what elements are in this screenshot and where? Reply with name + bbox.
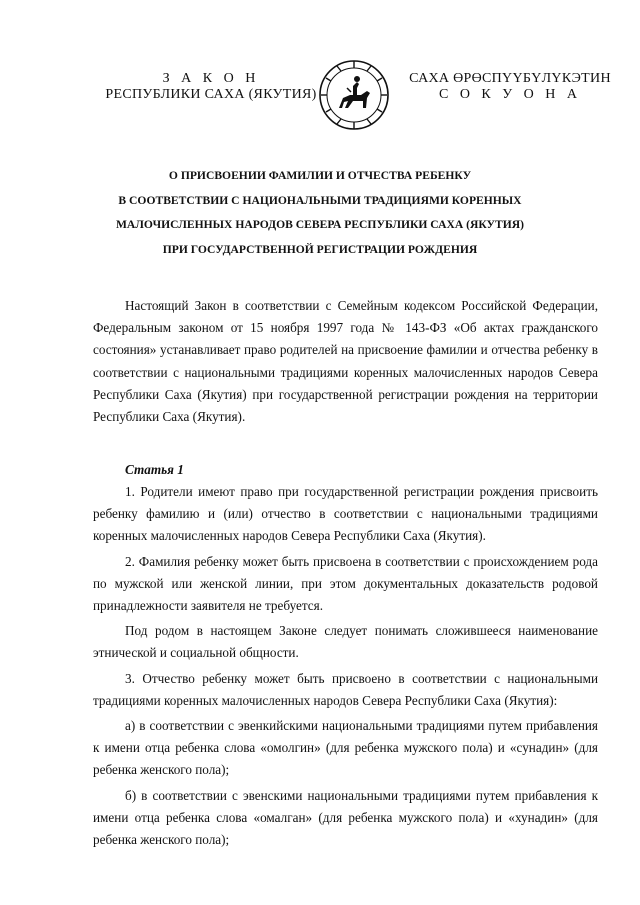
article-paragraph: б) в соответствии с эвенскими национальными традициями путем прибавления к имени отца ребенка слова «омалган» (для ребенка мужского пола) и «хунадин» (для ребенка женского пола); <box>93 787 598 848</box>
header-left <box>96 71 326 103</box>
coat-of-arms-emblem-icon <box>317 58 391 132</box>
title-line: ПРИ ГОСУДАРСТВЕННОЙ РЕГИСТРАЦИИ РОЖДЕНИЯ <box>162 242 478 256</box>
title-line: МАЛОЧИСЛЕННЫХ НАРОДОВ СЕВЕРА РЕСПУБЛИКИ САХА (ЯКУТИЯ) <box>115 218 525 231</box>
article-paragraph: 1. Родители имеют право при государственной регистрации рождения присвоить ребенку фамилию и (или) отчество в соответствии с национальными традициями коренных малочисленных народов Севера Республики Саха (Якутия). <box>93 484 598 544</box>
law-label-ru: З А К О Н <box>162 71 260 86</box>
preamble-section <box>93 295 598 428</box>
republic-name-ru: РЕСПУБЛИКИ САХА (ЯКУТИЯ) <box>105 87 317 102</box>
article-paragraph: 2. Фамилия ребенку может быть присвоена в соответствии с происхождением рода по мужской или женской линии, при этом документальных доказательств родовой принадлежности заявителя не требуется. <box>93 553 598 614</box>
header-right <box>400 71 620 103</box>
article-heading: Статья 1 <box>125 462 184 477</box>
article-1-section <box>93 459 598 854</box>
title-line: В СООТВЕТСТВИИ С НАЦИОНАЛЬНЫМИ ТРАДИЦИЯМИ КОРЕННЫХ <box>118 193 522 207</box>
preamble-paragraph: Настоящий Закон в соответствии с Семейным кодексом Российской Федерации, Федеральным законом от 15 ноября 1997 года № 143-ФЗ «Об актах гражданского состояния» устанавливает право родителей на присвоение фамилии и отчества ребенку в соответствии с национальными традициями коренных малочисленных народов Севера Республики Саха (Якутия) при государственной регистрации рождения на территории Республики Саха (Якутия). <box>93 298 598 425</box>
republic-name-sakha: САХА ӨРӨСПҮҮБҮЛҮКЭТИН <box>409 71 611 86</box>
law-label-sakha: С О К У О Н А <box>438 87 582 102</box>
article-paragraph: Под родом в настоящем Законе следует понимать сложившееся наименование этнической и социальной общности. <box>93 623 598 661</box>
document-title <box>100 164 540 262</box>
title-line: О ПРИСВОЕНИИ ФАМИЛИИ И ОТЧЕСТВА РЕБЕНКУ <box>168 169 472 182</box>
article-paragraph: 3. Отчество ребенку может быть присвоено в соответствии с национальными традициями коренных малочисленных народов Севера Республики Саха (Якутия): <box>93 670 598 708</box>
document-header <box>0 0 640 140</box>
article-paragraph: а) в соответствии с эвенкийскими национальными традициями путем прибавления к имени отца ребенка слова «омолгин» (для ребенка мужского пола) и «сунадин» (для ребенка женского пола); <box>93 718 598 778</box>
